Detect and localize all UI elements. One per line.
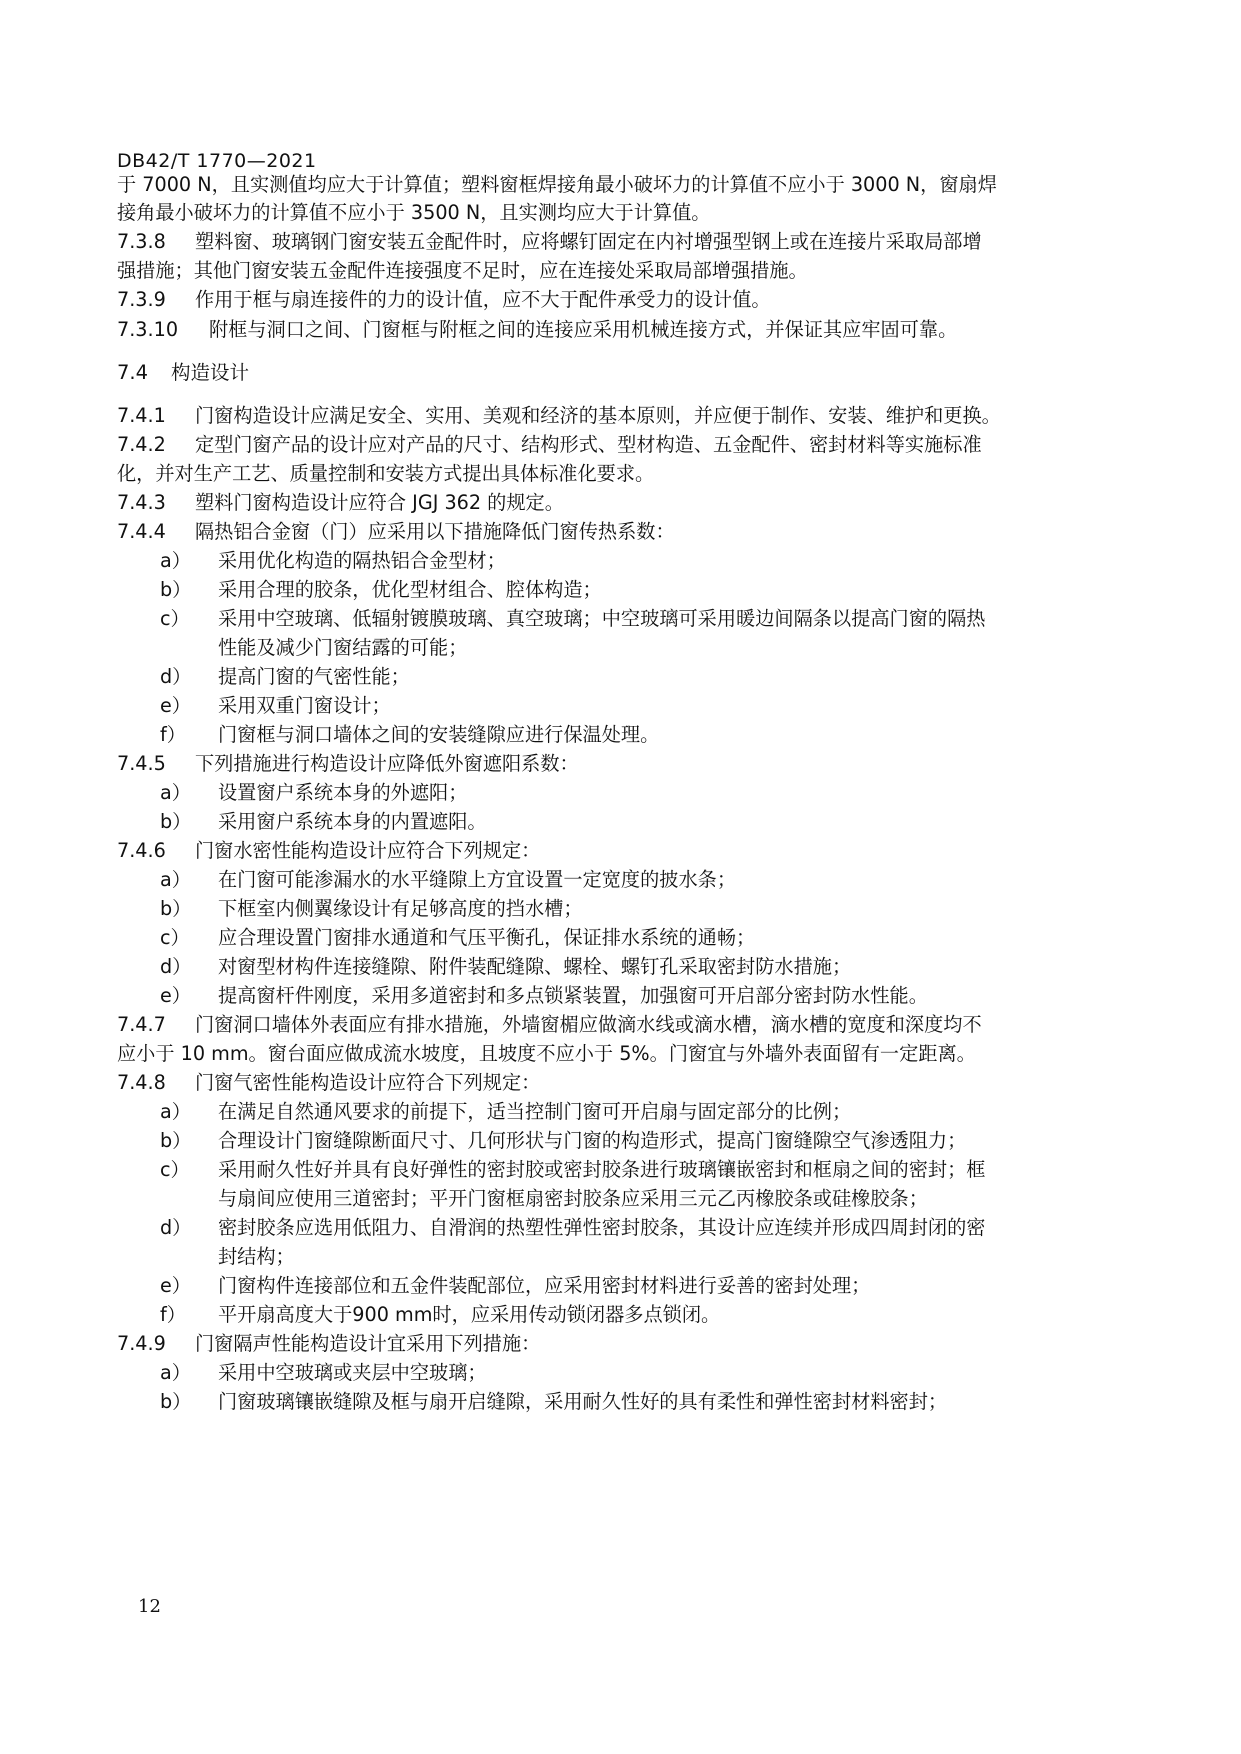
- list-text: 密封胶条应选用低阻力、自滑润的热塑性弹性密封胶条，其设计应连续并形成四周封闭的密: [218, 1216, 986, 1239]
- text-line: 应小于 10 mm。窗台面应做成流水坡度，且坡度不应小于 5%。门窗宜与外墙外表面留有一定距离。: [117, 1042, 976, 1065]
- clause-number: 7.4.1: [117, 404, 166, 427]
- list-text: 采用中空玻璃或夹层中空玻璃；: [218, 1361, 487, 1384]
- list-label: c）: [160, 607, 190, 630]
- list-item: [160, 982, 928, 1010]
- list-item: [160, 866, 736, 894]
- list-label: b）: [160, 1390, 192, 1413]
- list-item: [160, 1388, 947, 1416]
- section-number: 7.4: [117, 361, 149, 384]
- list-item: [160, 924, 755, 952]
- clause-text: 定型门窗产品的设计应对产品的尺寸、结构形式、型材构造、五金配件、密封材料等实施标准: [195, 433, 982, 456]
- clause-text: 门窗洞口墙体外表面应有排水措施，外墙窗楣应做滴水线或滴水槽，滴水槽的宽度和深度均不: [195, 1013, 982, 1036]
- list-item: [160, 779, 467, 807]
- list-label: b）: [160, 897, 192, 920]
- clause-number: 7.4.7: [117, 1013, 166, 1036]
- list-item: [160, 721, 659, 749]
- list-text: 提高门窗的气密性能；: [218, 665, 410, 688]
- section-heading-7-4: [117, 359, 249, 387]
- list-text: 门窗框与洞口墙体之间的安装缝隙应进行保温处理。: [218, 723, 660, 746]
- text-line: 于 7000 N，且实测值均应大于计算值；塑料窗框焊接角最小破坏力的计算值不应小于 3000 N，窗扇焊: [117, 173, 997, 196]
- list-label: b）: [160, 1129, 192, 1152]
- list-item: [160, 1214, 986, 1242]
- list-text: 门窗构件连接部位和五金件装配部位，应采用密封材料进行妥善的密封处理；: [218, 1274, 871, 1297]
- list-item: [160, 1301, 720, 1329]
- clause-text: 塑料窗、玻璃钢门窗安装五金配件时，应将螺钉固定在内衬增强型钢上或在连接片采取局部增: [195, 230, 982, 253]
- clause-text: 门窗构造设计应满足安全、实用、美观和经济的基本原则，并应便于制作、安装、维护和更换。: [195, 404, 1001, 427]
- list-label: b）: [160, 810, 192, 833]
- list-label: f）: [160, 723, 186, 746]
- clause-7-4-3: [117, 489, 564, 517]
- list-text: 平开扇高度大于900 mm时，应采用传动锁闭器多点锁闭。: [218, 1303, 721, 1326]
- list-text-continued: 与扇间应使用三道密封；平开门窗框扇密封胶条应采用三元乙丙橡胶条或硅橡胶条；: [218, 1187, 928, 1210]
- clause-number: 7.4.9: [117, 1332, 166, 1355]
- list-text: 对窗型材构件连接缝隙、附件装配缝隙、螺栓、螺钉孔采取密封防水措施；: [218, 955, 852, 978]
- clause-number: 7.4.4: [117, 520, 166, 543]
- clause-7-3-8: [117, 228, 982, 256]
- clause-number: 7.3.9: [117, 288, 166, 311]
- clause-text: 门窗隔声性能构造设计宜采用下列措施：: [195, 1332, 541, 1355]
- list-label: a）: [160, 781, 191, 804]
- list-text: 采用中空玻璃、低辐射镀膜玻璃、真空玻璃；中空玻璃可采用暖边间隔条以提高门窗的隔热: [218, 607, 986, 630]
- clause-7-4-6: [117, 837, 540, 865]
- clause-text: 下列措施进行构造设计应降低外窗遮阳系数：: [195, 752, 579, 775]
- list-label: e）: [160, 694, 191, 717]
- list-label: a）: [160, 1361, 191, 1384]
- list-text: 应合理设置门窗排水通道和气压平衡孔，保证排水系统的通畅；: [218, 926, 756, 949]
- clause-number: 7.3.8: [117, 230, 166, 253]
- list-text: 采用窗户系统本身的内置遮阳。: [218, 810, 487, 833]
- list-item: [160, 605, 986, 633]
- clause-7-3-9: [117, 286, 771, 314]
- clause-7-4-7: [117, 1011, 982, 1039]
- list-item: [160, 1127, 966, 1155]
- clause-text: 隔热铝合金窗（门）应采用以下措施降低门窗传热系数：: [195, 520, 675, 543]
- list-label: e）: [160, 984, 191, 1007]
- list-text: 采用耐久性好并具有良好弹性的密封胶或密封胶条进行玻璃镶嵌密封和框扇之间的密封；框: [218, 1158, 986, 1181]
- list-item: [160, 895, 583, 923]
- clause-7-4-5: [117, 750, 579, 778]
- text-line: 强措施；其他门窗安装五金配件连接强度不足时，应在连接处采取局部增强措施。: [117, 259, 808, 282]
- clause-text: 作用于框与扇连接件的力的设计值，应不大于配件承受力的设计值。: [195, 288, 771, 311]
- list-item: [160, 663, 410, 691]
- page-number: 12: [138, 1596, 161, 1617]
- clause-text: 门窗水密性能构造设计应符合下列规定：: [195, 839, 541, 862]
- list-item: [160, 953, 851, 981]
- list-label: b）: [160, 578, 192, 601]
- list-item: [160, 692, 391, 720]
- list-label: a）: [160, 868, 191, 891]
- list-item: [160, 808, 487, 836]
- text-line: 化，并对生产工艺、质量控制和安装方式提出具体标准化要求。: [117, 462, 655, 485]
- list-label: e）: [160, 1274, 191, 1297]
- list-label: d）: [160, 955, 192, 978]
- list-text: 设置窗户系统本身的外遮阳；: [218, 781, 468, 804]
- list-item: [160, 1098, 851, 1126]
- list-item: [160, 1156, 986, 1184]
- clause-number: 7.4.2: [117, 433, 166, 456]
- list-item: [160, 1272, 870, 1300]
- list-text: 在门窗可能渗漏水的水平缝隙上方宜设置一定宽度的披水条；: [218, 868, 737, 891]
- clause-7-4-4: [117, 518, 675, 546]
- section-title: 构造设计: [171, 361, 250, 384]
- list-text: 门窗玻璃镶嵌缝隙及框与扇开启缝隙，采用耐久性好的具有柔性和弹性密封材料密封；: [218, 1390, 948, 1413]
- list-text: 采用双重门窗设计；: [218, 694, 391, 717]
- clause-7-4-1: [117, 402, 1001, 430]
- document-number: DB42/T 1770—2021: [117, 150, 317, 172]
- clause-text: 塑料门窗构造设计应符合 JGJ 362 的规定。: [195, 491, 564, 514]
- clause-number: 7.4.6: [117, 839, 166, 862]
- clause-7-4-8: [117, 1069, 540, 1097]
- list-item: [160, 1359, 487, 1387]
- list-text: 下框室内侧翼缘设计有足够高度的挡水槽；: [218, 897, 583, 920]
- list-text: 在满足自然通风要求的前提下，适当控制门窗可开启扇与固定部分的比例；: [218, 1100, 852, 1123]
- list-label: d）: [160, 1216, 192, 1239]
- clause-7-4-2: [117, 431, 982, 459]
- list-label: a）: [160, 1100, 191, 1123]
- list-text-continued: 封结构；: [218, 1245, 295, 1268]
- clause-number: 7.4.8: [117, 1071, 166, 1094]
- list-label: c）: [160, 1158, 190, 1181]
- list-text: 合理设计门窗缝隙断面尺寸、几何形状与门窗的构造形式，提高门窗缝隙空气渗透阻力；: [218, 1129, 967, 1152]
- clause-number: 7.3.10: [117, 318, 179, 341]
- clause-number: 7.4.3: [117, 491, 166, 514]
- list-item: [160, 547, 506, 575]
- list-label: d）: [160, 665, 192, 688]
- list-label: c）: [160, 926, 190, 949]
- clause-text: 附框与洞口之间、门窗框与附框之间的连接应采用机械连接方式，并保证其应牢固可靠。: [209, 318, 958, 341]
- text-line: 接角最小破坏力的计算值不应小于 3500 N，且实测均应大于计算值。: [117, 201, 711, 224]
- list-item: [160, 576, 602, 604]
- clause-number: 7.4.5: [117, 752, 166, 775]
- clause-text: 门窗气密性能构造设计应符合下列规定：: [195, 1071, 541, 1094]
- list-text-continued: 性能及减少门窗结露的可能；: [218, 636, 468, 659]
- list-text: 采用合理的胶条，优化型材组合、腔体构造；: [218, 578, 602, 601]
- list-label: f）: [160, 1303, 186, 1326]
- list-text: 提高窗杆件刚度，采用多道密封和多点锁紧装置，加强窗可开启部分密封防水性能。: [218, 984, 928, 1007]
- clause-7-3-10: [117, 316, 957, 344]
- clause-7-4-9: [117, 1330, 540, 1358]
- list-text: 采用优化构造的隔热铝合金型材；: [218, 549, 506, 572]
- list-label: a）: [160, 549, 191, 572]
